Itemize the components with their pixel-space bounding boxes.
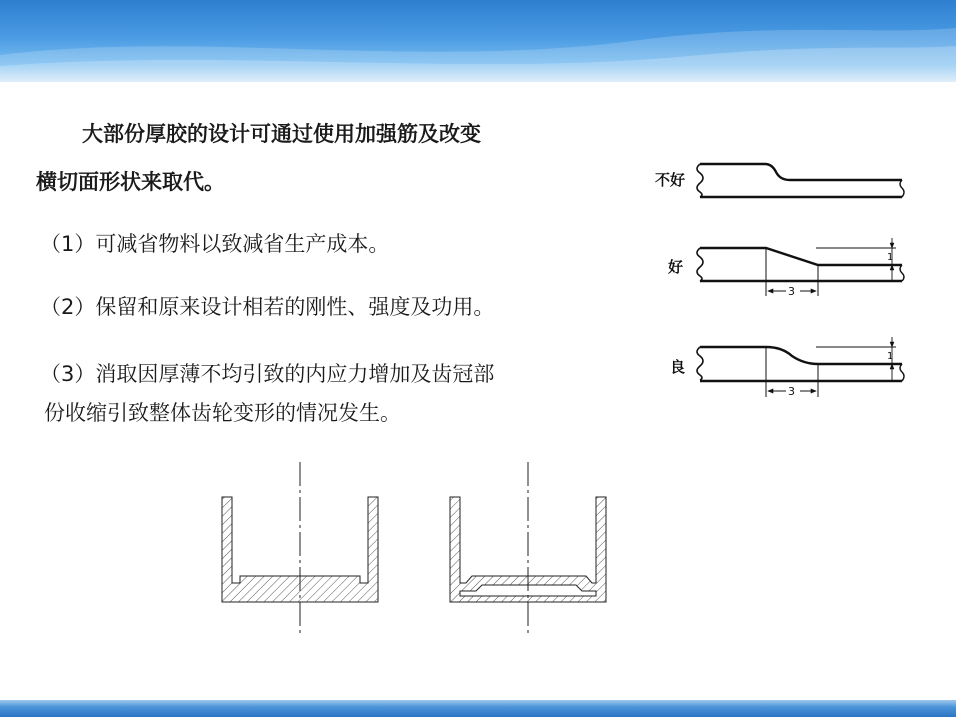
intro-line-2: 横切面形状来取代。 (36, 170, 225, 194)
profile-bad-label: 不好 (655, 171, 686, 189)
profile-fine-dimension-1: 1 (887, 351, 894, 362)
cup-thick-bottom (222, 462, 378, 636)
profile-good-dimension-1: 1 (887, 252, 894, 263)
profile-good-label: 好 (668, 258, 684, 276)
profile-fine-label: 良 (670, 358, 686, 376)
point-2: （2）保留和原来设计相若的刚性、强度及功用。 (40, 295, 495, 319)
profile-good-dimension-3: 3 (788, 285, 795, 298)
point-3-continuation: 份收缩引致整体齿轮变形的情况发生。 (44, 401, 401, 425)
profile-fine-dimension-3: 3 (788, 385, 795, 398)
intro-line-1: 大部份厚胶的设计可通过使用加强筋及改变 (82, 122, 481, 146)
point-1: （1）可减省物料以致减省生产成本。 (40, 232, 390, 256)
cup-thin-bottom (450, 462, 606, 636)
footer-decoration-band (0, 700, 956, 717)
point-3: （3）消取因厚薄不均引致的内应力增加及齿冠部 (40, 362, 495, 386)
